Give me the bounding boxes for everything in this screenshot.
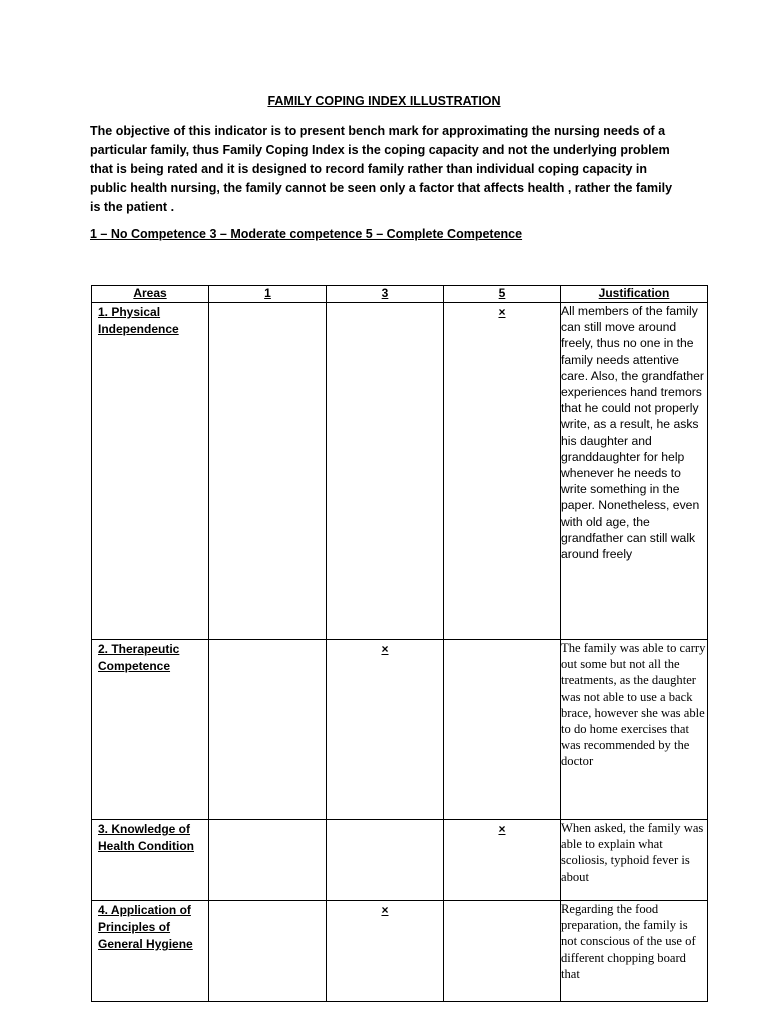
- header-justification: Justification: [561, 286, 708, 303]
- area-cell: 3. Knowledge of Health Condition: [92, 820, 209, 901]
- rating-mark: ×: [381, 903, 389, 917]
- rating-scale-legend: 1 – No Competence 3 – Moderate competence 5 – Complete Competence: [90, 227, 523, 241]
- table-header-row: [92, 286, 708, 303]
- score-1-cell: [209, 640, 327, 820]
- table-row: [92, 901, 708, 1002]
- header-score-3: 3: [327, 286, 444, 303]
- header-score-5: 5: [444, 286, 561, 303]
- score-3-cell: [327, 901, 444, 1002]
- intro-paragraph: The objective of this indicator is to present bench mark for approximating the nursing needs of a particular family, thus Family Coping Index is the coping capacity and not the underlying problem that is being rated and it is designed to record family rather than individual coping capacity in public health nursing, the family cannot be seen only a factor that affects health , rather the family is the patient .: [90, 124, 673, 214]
- justification-cell: Regarding the food preparation, the family is not conscious of the use of different chopping board that: [561, 901, 708, 1002]
- score-1-cell: [209, 901, 327, 1002]
- justification-cell: When asked, the family was able to explain what scoliosis, typhoid fever is about: [561, 820, 708, 901]
- area-cell: 2. Therapeutic Competence: [92, 640, 209, 820]
- score-1-cell: [209, 303, 327, 640]
- page-title: FAMILY COPING INDEX ILLUSTRATION: [267, 94, 501, 108]
- table-row: [92, 820, 708, 901]
- rating-mark: ×: [498, 822, 506, 836]
- score-1-cell: [209, 820, 327, 901]
- score-5-cell: [444, 640, 561, 820]
- area-cell: 4. Application of Principles of General Hygiene: [92, 901, 209, 1002]
- rating-mark: ×: [498, 305, 506, 319]
- table-row: [92, 303, 708, 640]
- rating-mark: ×: [381, 642, 389, 656]
- score-5-cell: [444, 303, 561, 640]
- score-5-cell: [444, 820, 561, 901]
- header-score-1: 1: [209, 286, 327, 303]
- area-cell: 1. Physical Independence: [92, 303, 209, 640]
- score-5-cell: [444, 901, 561, 1002]
- score-3-cell: [327, 640, 444, 820]
- justification-cell: All members of the family can still move around freely, thus no one in the family needs attentive care. Also, the grandfather experiences hand tremors that he could not properly write, as a result, he asks his daughter and granddaughter for help whenever he needs to write something in the paper. Nonetheless, even with old age, the grandfather can still walk around freely: [561, 303, 708, 640]
- justification-cell: The family was able to carry out some but not all the treatments, as the daughter was not able to use a back brace, however she was able to do home exercises that was recommended by the doctor: [561, 640, 708, 820]
- header-areas: Areas: [92, 286, 209, 303]
- table-row: [92, 640, 708, 820]
- score-3-cell: [327, 820, 444, 901]
- family-coping-index-table: [91, 285, 708, 1002]
- score-3-cell: [327, 303, 444, 640]
